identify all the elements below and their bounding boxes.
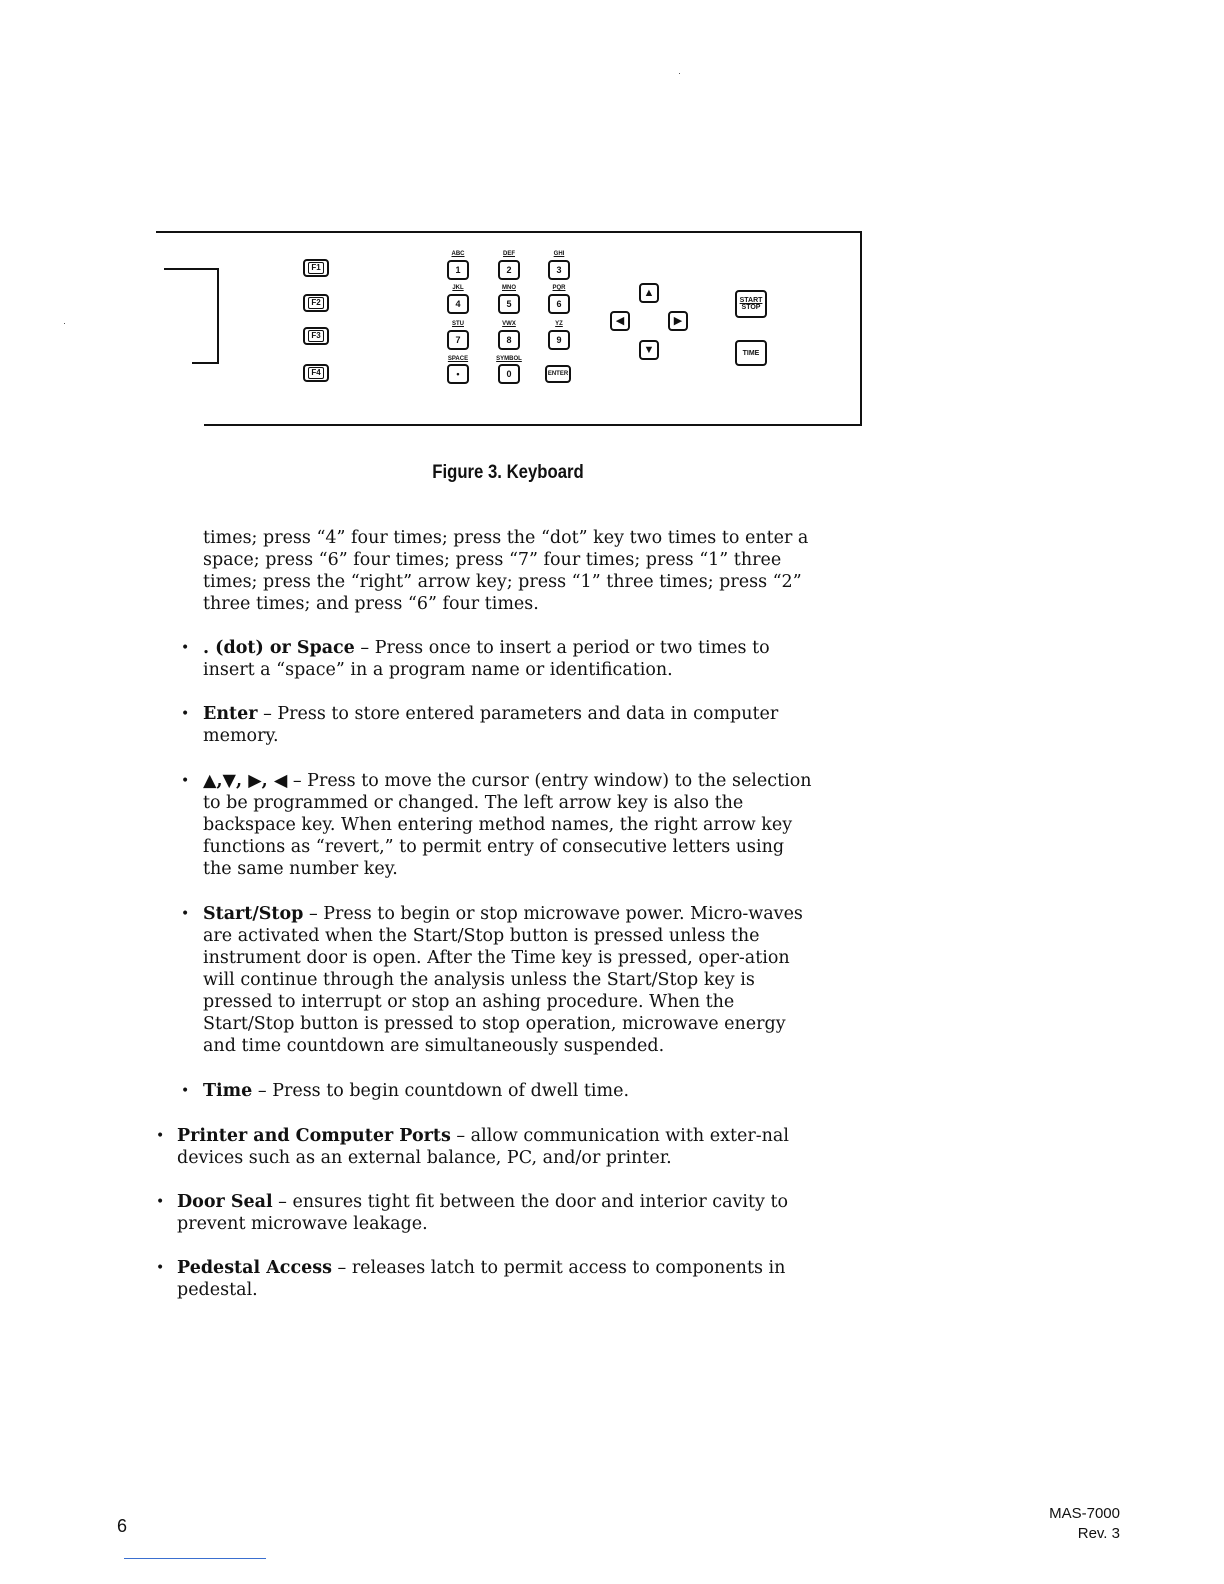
- bullet-term: . (dot) or Space: [203, 638, 355, 658]
- bullet-text: – releases latch to permit access to components in pedestal.: [177, 1258, 786, 1300]
- document-id-block: [1049, 1504, 1120, 1544]
- bracket-top: [164, 268, 219, 270]
- bullet-time: [203, 1080, 818, 1102]
- key-3: 3: [548, 260, 570, 280]
- key-9: 9: [548, 330, 570, 350]
- key-4: 4: [447, 294, 469, 314]
- enter-key: ENTER: [545, 365, 571, 383]
- key-0: 0: [498, 364, 520, 384]
- footer-rule: [124, 1558, 266, 1559]
- bullet-term: Start/Stop: [203, 904, 304, 924]
- document-id: MAS-7000: [1049, 1505, 1120, 1522]
- bullet-term: Printer and Computer Ports: [177, 1126, 451, 1146]
- bullet-enter: [203, 703, 818, 747]
- bullet-term: Time: [203, 1081, 253, 1101]
- f1-key: F1: [303, 259, 329, 277]
- bullet-marker: •: [156, 1260, 165, 1276]
- bracket-bottom: [192, 362, 219, 364]
- key-1: 1: [447, 260, 469, 280]
- key-8: 8: [498, 330, 520, 350]
- key-2: 2: [498, 260, 520, 280]
- scan-speck: [679, 73, 680, 74]
- key-9-caption: YZ: [555, 321, 563, 327]
- key-7: 7: [447, 330, 469, 350]
- bullet-term: Enter: [203, 704, 258, 724]
- start-stop-key: [735, 290, 767, 318]
- keyboard-figure: [0, 0, 1224, 440]
- scan-speck: [64, 323, 65, 324]
- left-arrow-key: ◀: [610, 311, 630, 331]
- bracket-side: [217, 268, 219, 364]
- bullet-dot-space: [203, 637, 818, 681]
- key-5: 5: [498, 294, 520, 314]
- bullet-term: Pedestal Access: [177, 1258, 332, 1278]
- bullet-marker: •: [156, 1128, 165, 1144]
- bullet-marker: •: [181, 706, 190, 722]
- bullet-marker: •: [156, 1194, 165, 1210]
- bullet-text: – Press to begin countdown of dwell time.: [252, 1081, 630, 1101]
- bullet-marker: •: [181, 906, 190, 922]
- bullet-text: – Press to begin or stop microwave power. Micro-waves are activated when the Start/Stop button is pressed unless the instrument door is open. After the Time key is pressed, oper-ation will continue through the analysis unless the Start/Stop key is pressed to interrupt or stop an ashing procedure. When the Start/Stop button is pressed to stop operation, microwave energy and time countdown are simultaneously suspended.: [203, 904, 803, 1056]
- key-dot-caption: SPACE: [447, 356, 469, 362]
- revision: Rev. 3: [1077, 1525, 1120, 1542]
- page-number: 6: [117, 1516, 128, 1536]
- key-6: 6: [548, 294, 570, 314]
- bullet-text: – Press to store entered parameters and data in computer memory.: [203, 704, 779, 746]
- key-0-caption: SYMBOL: [496, 356, 522, 362]
- key-5-caption: MNO: [502, 285, 516, 291]
- bullet-marker: •: [181, 640, 190, 656]
- bullet-term: Door Seal: [177, 1192, 273, 1212]
- bullet-pedestal-access: [177, 1257, 817, 1301]
- bullet-door-seal: [177, 1191, 817, 1235]
- key-8-caption: VWX: [502, 321, 516, 327]
- figure-right-rule: [860, 231, 862, 426]
- bullet-printer-ports: [177, 1125, 817, 1169]
- bullet-marker: •: [181, 773, 190, 789]
- figure-top-rule: [156, 231, 862, 233]
- bullet-text: – allow communication with exter-nal devices such as an external balance, PC, and/or printer.: [177, 1126, 789, 1168]
- stop-label: STOP: [741, 304, 761, 311]
- bullet-text: – Press once to insert a period or two times to insert a “space” in a program name or identification.: [203, 638, 770, 680]
- down-arrow-key: ▼: [639, 340, 659, 360]
- bullet-term: ▲,▼, ▶, ◀: [203, 771, 288, 791]
- f4-key: F4: [303, 364, 329, 382]
- bullet-arrows: [203, 770, 815, 880]
- intro-paragraph: times; press “4” four times; press the “dot” key two times to enter a space; press “6” four times; press “7” four times; press “1” three times; press the “right” arrow key; press “1” three times; press “2” three times; and press “6” four times.: [203, 528, 809, 614]
- bullet-text: – ensures tight fit between the door and interior cavity to prevent microwave leakage.: [177, 1192, 789, 1234]
- f3-key: F3: [303, 327, 329, 345]
- bullet-marker: •: [181, 1083, 190, 1099]
- key-dot: •: [447, 364, 469, 384]
- figure-caption: Figure 3. Keyboard: [432, 462, 584, 483]
- start-label: START: [739, 297, 763, 304]
- key-4-caption: JKL: [452, 285, 464, 291]
- time-key: TIME: [735, 340, 767, 366]
- f2-key: F2: [303, 294, 329, 312]
- figure-bottom-rule: [204, 424, 862, 426]
- key-7-caption: STU: [452, 321, 464, 327]
- up-arrow-key: ▲: [639, 283, 659, 303]
- right-arrow-key: ▶: [668, 311, 688, 331]
- key-6-caption: PQR: [552, 285, 566, 291]
- key-1-caption: ABC: [451, 251, 465, 257]
- key-3-caption: GHI: [553, 251, 565, 257]
- key-2-caption: DEF: [503, 251, 515, 257]
- bullet-start-stop: [203, 903, 823, 1057]
- bullet-text: – Press to move the cursor (entry window) to the selection to be programmed or changed. The left arrow key is also the backspace key. When entering method names, the right arrow key functions as “revert,” to permit entry of consecutive letters using the same number key.: [203, 771, 812, 879]
